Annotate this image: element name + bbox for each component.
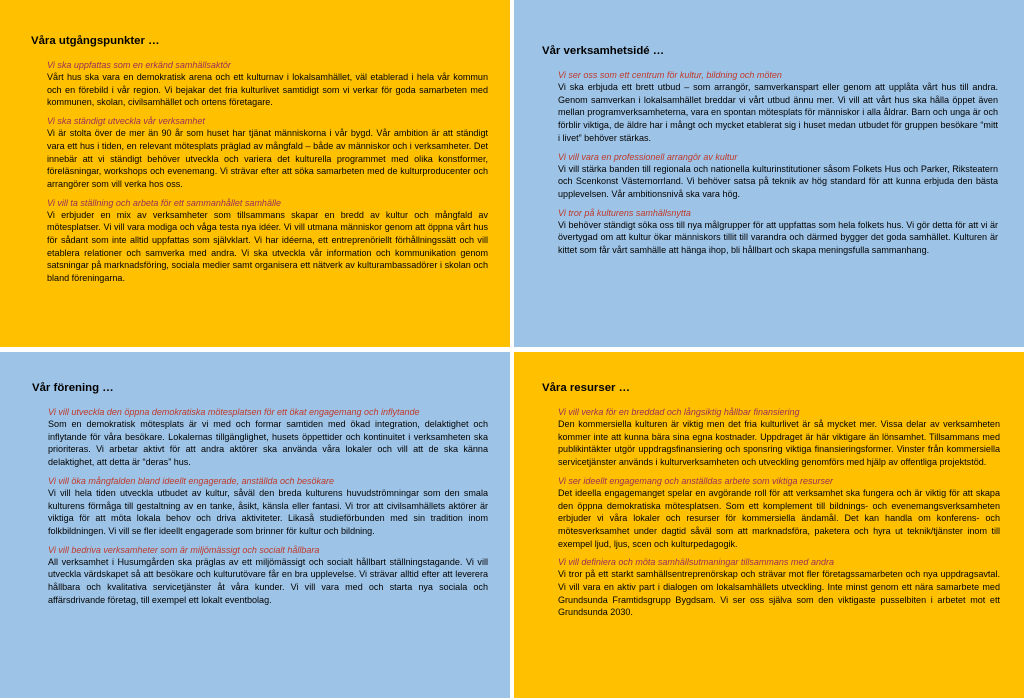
quadrant-forening bbox=[0, 352, 510, 698]
section-heading: Vi ser oss som ett centrum för kultur, bildning och möten bbox=[558, 70, 782, 80]
section-body: Vi vill hela tiden utveckla utbudet av kultur, såväl den breda kulturens huvudströmningar som den smala kulturens förmåga till gestaltning av en tanke, åsikt, känsla eller fantasi. Vi tror att civilsamhällets aktörer är viktiga för att möta lokala behov och driva aktiviteter. Likaså studieförbunden med sin tradition inom folkbildningen. Vi vill se fler ideellt engagerade som brinner för kultur och bildning. bbox=[48, 487, 488, 536]
quadrant-verksamhetside bbox=[514, 0, 1024, 347]
section-body: Vi erbjuder en mix av verksamheter som tillsammans skapar en bredd av kultur och mångfald av mötesplatser. Vi vill vara modiga och våga testa nya idéer. Vi vill utmana människor genom att öppna vårt hus för sådant som inte alltid uppfattas som självklart. Vi har idéerna, ett entreprenöriellt förhållningssätt och vill etablera relationer och samverka med andra. Vi ska utveckla vår information och kommunikation genom satsningar på marknadsföring, sociala medier samt organisera ett nätverk av kulturambassadörer i skolan och bland föreningarna. bbox=[47, 209, 488, 284]
section-heading: Vi ska ständigt utveckla vår verksamhet bbox=[47, 116, 205, 127]
section bbox=[48, 475, 488, 538]
section-heading: Vi vill utveckla den öppna demokratiska mötesplatsen för ett ökat engagemang och inflytande bbox=[48, 407, 420, 417]
section-heading: Vi vill bedriva verksamheter som är miljömässigt och socialt hållbara bbox=[48, 544, 320, 555]
section bbox=[48, 406, 488, 469]
section-heading: Vi vill öka mångfalden bland ideellt engagerade, anställda och besökare bbox=[48, 475, 335, 486]
quadrant-utgangspunkter bbox=[0, 0, 510, 347]
section-body: Vi tror på ett starkt samhällsentreprenörskap och strävar mot fler företagssamarbeten och nya uppdragsavtal. Vi vill vara en aktiv part i dialogen om lokalsamhällets utveckling. Inte minst genom ett nära samarbete med Grundsunda Framtidsgrupp Bygdsam. Vi ser oss själva som den viktigaste pusselbiten i arbetet mot ett Grundsunda 2030. bbox=[558, 569, 1000, 618]
quadrant-resurser bbox=[514, 352, 1024, 698]
section-body: Vi ska erbjuda ett brett utbud – som arrangör, samverkanspart eller genom att upplåta vårt hus till andra. Genom samverkan i lokalsamhället breddar vi vårt utbud ännu mer. Vi vill att vårt hus ska hålla öppet även mellan programverksamheterna, vara en spontan mötesplats för människor i alla åldrar. Barn och unga är och förblir viktiga, de äldre har i mångt och mycket etablerat sig i huset medan utbudet för gruppen besökare “mitt i livet” behöver stärkas. bbox=[558, 82, 998, 143]
section-body: Vårt hus ska vara en demokratisk arena och ett kulturnav i lokalsamhället, väl etablerad i hela vår kommun och en förebild i vår region. Vi bejakar det fria kulturlivet samtidigt som vi verkar för goda samarbeten med kommunen, skolan, civilsamhället och ortens företagare. bbox=[47, 72, 488, 108]
section-heading: Vi vill definiera och möta samhällsutmaningar tillsammans med andra bbox=[558, 557, 834, 568]
section bbox=[558, 151, 998, 201]
section bbox=[558, 406, 1000, 469]
section bbox=[558, 556, 1000, 619]
section bbox=[558, 207, 998, 257]
section-heading: Vi vill ta ställning och arbeta för ett sammanhållet samhälle bbox=[47, 197, 281, 208]
section-body: Som en demokratisk mötesplats är vi med och formar samtiden med ökad integration, delaktighet och inflytande för våra besökare. Lokalernas tillgänglighet, husets öppettider och kontinuitet i verksamheten ska prioriteras. Vi arbetar aktivt för att andra aktörer ska använda våra lokaler och vill att de ska känna delaktighet, att detta är “deras” hus. bbox=[48, 419, 488, 468]
section bbox=[48, 544, 488, 607]
section bbox=[558, 69, 998, 145]
quadrant-title: Våra resurser … bbox=[542, 382, 631, 394]
section-heading: Vi vill verka för en breddad och långsiktig hållbar finansiering bbox=[558, 407, 800, 417]
section bbox=[47, 197, 488, 285]
section-heading: Vi tror på kulturens samhällsnytta bbox=[558, 207, 691, 218]
section-body: Vi behöver ständigt söka oss till nya målgrupper för att uppfattas som hela folkets hus. Vi gör detta för att vi är övertygad om att kultur ökar människors tillit till varandra och därmed bygger det goda samhället. Kulturen är kittet som får vårt samhälle att hänga ihop, bli hållbart och skapa meningsfulla sammanhang. bbox=[558, 219, 998, 256]
section-body: Den kommersiella kulturen är viktig men det fria kulturlivet är så mycket mer. Vissa delar av verksamheten kommer inte att kunna bära sina egna kostnader. Uppdraget är här viktigare än lönsamhet. Tillsammans med publikintäkter utgör uppdragsfinansiering och sponsring viktiga finansieringsformer. Vinster från kommersiella servicetjänster används i kulturverksamheten och utveckling genomförs med hjälp av offentliga projektstöd. bbox=[558, 419, 1000, 468]
section bbox=[558, 475, 1000, 551]
quadrant-title: Vår förening … bbox=[32, 382, 114, 394]
quadrant-title: Vår verksamhetsidé … bbox=[542, 45, 665, 57]
section bbox=[47, 115, 488, 191]
section-body: All verksamhet i Husumgården ska präglas av ett miljömässigt och socialt hållbart ställningstagande. Vi vill utveckla värdskapet så att besökare och kulturutövare får en bra upplevelse. Vi strävar alltid efter att leverera hållbara och kvalitativa servicetjänster åt våra kunder. Vi vill vara med och starta nya sociala och affärsdrivande företag, till exempel ett lokalt eventbolag. bbox=[48, 556, 488, 605]
section-heading: Vi ska uppfattas som en erkänd samhällsaktör bbox=[47, 60, 231, 70]
section bbox=[47, 59, 488, 109]
section-body: Det ideella engagemanget spelar en avgörande roll för att verksamhet ska fungera och är viktig för att skapa den öppna demokratiska mötesplatsen. Som ett komplement till bildnings- och evenemangsverksamheten erbjuder vi våra lokaler och resurser för kommersiella ändamål. Det kan handla om konferens- och mötesverksamhet under dagtid såväl som att marknadsföra, paketera och hyra ut teknik/tjänster inom till exempel ljud, ljus, scen och kulturpedagogik. bbox=[558, 487, 1000, 549]
section-heading: Vi ser ideellt engagemang och anställdas arbete som viktiga resurser bbox=[558, 475, 833, 486]
section-heading: Vi vill vara en professionell arrangör av kultur bbox=[558, 151, 738, 162]
section-body: Vi är stolta över de mer än 90 år som huset har tjänat människorna i vår bygd. Vår ambition är att ständigt vara ett hus i tiden, en relevant mötesplats präglad av mångfald – både av människor och i verksamheter. Det innebär att vi ständigt behöver utveckla och variera det kulturella programmet med olika konstformer, föreläsningar, workshops och evenemang. Vi strävar efter att söka samarbeten med de kulturproducenter och arrangörer som vill verka hos oss. bbox=[47, 128, 488, 189]
section-body: Vi vill stärka banden till regionala och nationella kulturinstitutioner såsom Folkets Hus och Parker, Riksteatern och Scenkonst Västernorrland. Vi behöver satsa på teknik av hög standard för att kunna erbjuda den bästa upplevelsen. Vår ambitionsnivå ska vara hög. bbox=[558, 163, 998, 199]
quadrant-title: Våra utgångspunkter … bbox=[31, 35, 160, 47]
